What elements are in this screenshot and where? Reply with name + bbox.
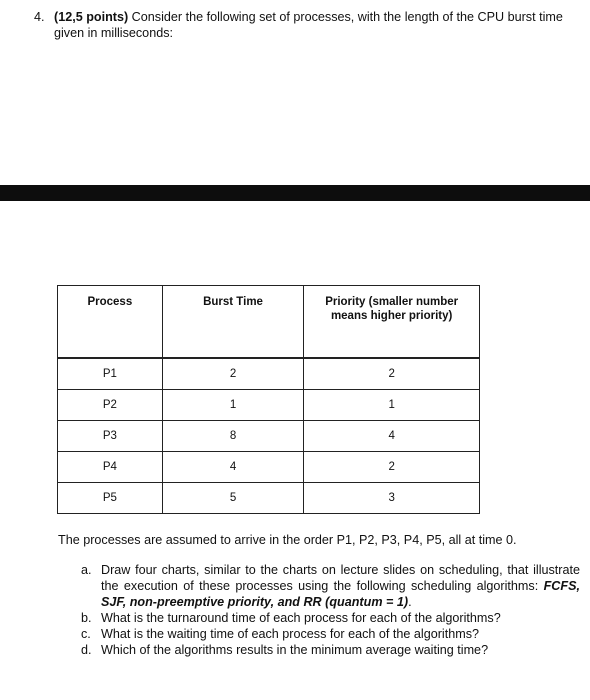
black-redaction-bar <box>0 185 590 201</box>
cell-priority: 3 <box>304 483 480 514</box>
item-text <box>101 562 580 610</box>
question-points: (12,5 points) <box>54 10 129 24</box>
header-burst-time: Burst Time <box>162 286 304 359</box>
table-row <box>58 390 480 421</box>
item-letter: b. <box>81 611 92 625</box>
cell-process: P4 <box>58 452 163 483</box>
question-text: Consider the following set of processes, with the length of the CPU burst time given in milliseconds: <box>54 10 563 40</box>
sub-question-d <box>81 642 580 658</box>
question-prompt <box>54 9 582 41</box>
arrival-assumption: The processes are assumed to arrive in the order P1, P2, P3, P4, P5, all at time 0. <box>58 533 517 547</box>
item-text: What is the turnaround time of each process for each of the algorithms? <box>101 611 501 625</box>
cell-burst-time: 2 <box>162 358 304 390</box>
cell-burst-time: 1 <box>162 390 304 421</box>
sub-question-b <box>81 610 580 626</box>
item-text: Which of the algorithms results in the minimum average waiting time? <box>101 643 489 657</box>
item-letter: c. <box>81 627 91 641</box>
process-table <box>57 285 480 514</box>
item-letter: a. <box>81 563 92 577</box>
table-row <box>58 483 480 514</box>
header-priority-label: Priority (smaller number means higher priority) <box>325 296 459 322</box>
sub-question-a <box>81 562 580 610</box>
cell-process: P2 <box>58 390 163 421</box>
item-letter: d. <box>81 643 92 657</box>
cell-priority: 1 <box>304 390 480 421</box>
cell-burst-time: 8 <box>162 421 304 452</box>
cell-priority: 2 <box>304 452 480 483</box>
table-row <box>58 421 480 452</box>
header-priority <box>304 286 480 359</box>
cell-process: P1 <box>58 358 163 390</box>
cell-process: P3 <box>58 421 163 452</box>
header-process: Process <box>58 286 163 359</box>
table-header-row <box>58 286 480 359</box>
table-row <box>58 358 480 390</box>
cell-priority: 2 <box>304 358 480 390</box>
table-row <box>58 452 480 483</box>
question-number: 4. <box>34 10 45 24</box>
cell-burst-time: 4 <box>162 452 304 483</box>
algorithms-list: FCFS, SJF, non-preemptive priority, and RR (quantum = 1) <box>101 579 580 609</box>
sub-questions-list <box>81 562 580 658</box>
cell-burst-time: 5 <box>162 483 304 514</box>
item-a-text: Draw four charts, similar to the charts on lecture slides on scheduling, that illustrate the execution of these processes using the following scheduling algorithms: <box>101 563 580 593</box>
item-a-end: . <box>408 595 412 609</box>
cell-process: P5 <box>58 483 163 514</box>
item-text: What is the waiting time of each process for each of the algorithms? <box>101 627 479 641</box>
cell-priority: 4 <box>304 421 480 452</box>
sub-question-c <box>81 626 580 642</box>
